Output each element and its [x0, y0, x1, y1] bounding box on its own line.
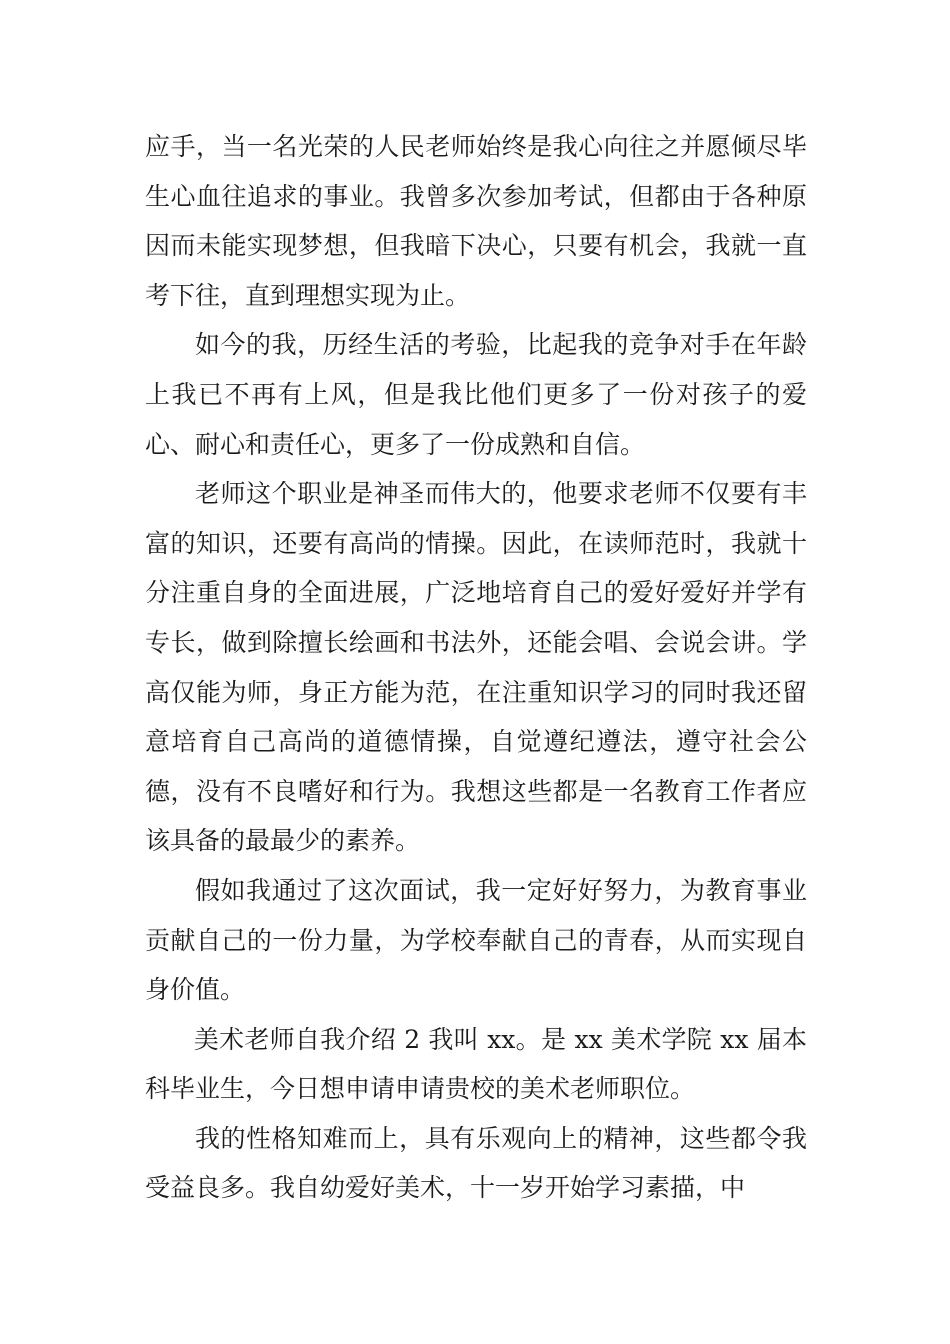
paragraph-3: 老师这个职业是神圣而伟大的，他要求老师不仅要有丰富的知识，还要有高尚的情操。因此，在读师范时，我就十分注重自身的全面进展，广泛地培育自己的爱好爱好并学有专长，做到除擅长绘画和书法外，还能会唱、会说会讲。学高仅能为师，身正方能为范，在注重知识学习的同时我还留意培育自己高尚的道德情操，自觉遵纪遵法，遵守社会公德，没有不良嗜好和行为。我想这些都是一名教育工作者应该具备的最最少的素养。	[145, 479, 807, 856]
paragraph-6: 我的性格知难而上，具有乐观向上的精神，这些都令我受益良多。我自幼爱好美术，十一岁开始学习素描，中	[145, 1123, 807, 1203]
paragraph-4: 假如我通过了这次面试，我一定好好努力，为教育事业贡献自己的一份力量，为学校奉献自己的青春，从而实现自身价值。	[145, 875, 807, 1005]
paragraph-5: 美术老师自我介绍 2 我叫 xx。是 xx 美术学院 xx 届本科毕业生，今日想申请申请贵校的美术老师职位。	[145, 1024, 807, 1104]
paragraph-2: 如今的我，历经生活的考验，比起我的竞争对手在年龄上我已不再有上风，但是我比他们更多了一份对孩子的爱心、耐心和责任心，更多了一份成熟和自信。	[145, 330, 807, 459]
document-body	[145, 122, 807, 1213]
paragraph-1: 应手，当一名光荣的人民老师始终是我心向往之并愿倾尽毕生心血往追求的事业。我曾多次参加考试，但都由于各种原因而未能实现梦想，但我暗下决心，只要有机会，我就一直考下往，直到理想实现为止。	[145, 132, 807, 310]
